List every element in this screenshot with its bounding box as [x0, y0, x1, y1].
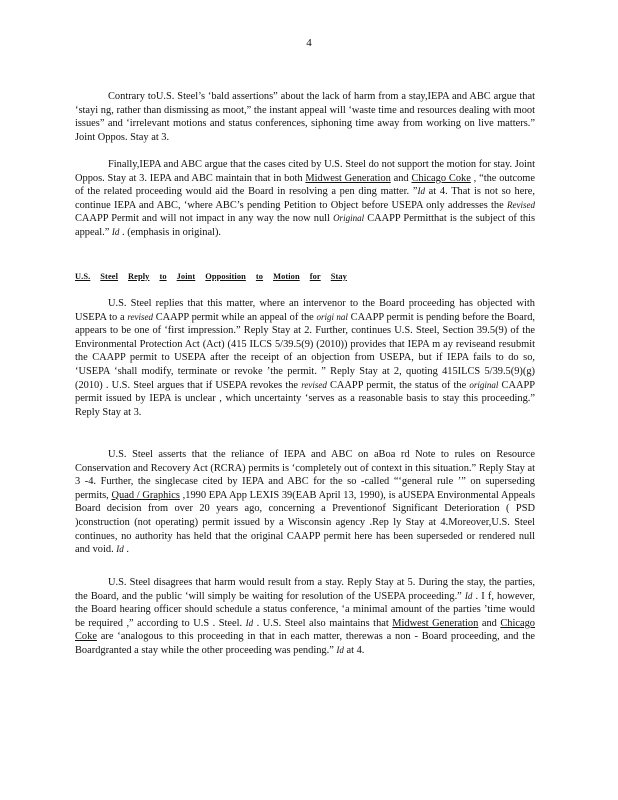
p1-text: Contrary toU.S. Steel’s ‘bald assertions” about the lack of harm from a stay,IEPA and ABC argue that ‘stayi ng, rather than dismissing as moot,” the instant appeal will ‘waste time and resources dealing with moot issues” and ‘irrelevant motions and status conferences, siphoning time away from working on live matters.” Joint Oppos. Stay at 3. — [75, 91, 535, 143]
case-name-midwest-generation: Midwest Generation — [305, 172, 391, 184]
paragraph-1 — [75, 90, 535, 144]
paragraph-5: U.S. Steel disagrees that harm would result from a stay. Reply Stay at 5. During the stay, the parties, the Board, and the public ‘will simply be waiting for resolution of the USEPA proceeding.” Id . I f, however, the Board hearing officer should schedule a status conference, ‘a minimal amount of the parties ’time would be required ,” according to U.S . Steel. Id . U.S. Steel also maintains that Midwest Generation and Chicago Coke are ‘analogous to this proceeding in that in each matter, therewas a non - Board proceeding, and the Boardgranted a stay while the other proceeding was pending.” Id at 4. — [75, 577, 535, 656]
paragraph-2: Finally,IEPA and ABC argue that the cases cited by U.S. Steel do not support the motion for stay. Joint Oppos. Stay at 3. IEPA and ABC maintain that in both Midwest Generation and Chicago Coke , “the outcome of the related proceeding would aid the Board in resolving a pen ding matter. ”Id at 4. That is not so here, continue IEPA and ABC, ‘where ABC’s pending Petition to Object before USEPA only addresses the Revised CAAPP Permit and will not impact in any way the now null Original CAAPP Permitthat is the subject of this appeal.” Id . (emphasis in original). — [75, 159, 535, 238]
paragraph-3: U.S. Steel replies that this matter, where an intervenor to the Board proceeding has objected with USEPA to a revised CAAPP permit while an appeal of the origi nal CAAPP permit is pending before the Board, appears to be one of ‘first impression.” Reply Stay at 2. Further, continues U.S. Steel, Section 39.5(9) of the Environmental Protection Act (Act) (415 ILCS 5/39.5(9) (2010)) provides that IEPA m ay reviseand resubmit the CAAPP permit to USEPA after the receipt of an objection from USEPA, but if IEPA fails to do so, ‘USEPA ‘shall modify, terminate or revoke ’the permit. ” Reply Stay at 2, quoting 415ILCS 5/39.5(9)(g) (2010) . U.S. Steel argues that if USEPA revokes the revised CAAPP permit, the status of the original CAAPP permit issued by IEPA is unclear , which uncertainty ‘serves as a reasonable basis to stay this proceeding.” Reply Stay at 3. — [75, 298, 536, 418]
case-name-midwest-generation: Midwest Generation — [392, 617, 479, 629]
case-name-quad-graphics: Quad / Graphics — [111, 489, 180, 501]
paragraph-4: U.S. Steel asserts that the reliance of IEPA and ABC on aBoa rd Note to rules on Resource Conservation and Recovery Act (RCRA) permits is ‘completely out of context in this situation.” Reply Stay at 3 -4. Further, the singlecase cited by IEPA and ABC for the so -called “‘general rule ’” on superseding permits, Quad / Graphics ,1990 EPA App LEXIS 39(EAB April 13, 1990), is aUSEPA Environmental Appeals Board decision from over 20 years ago, concerning a Preventionof Significant Deterioration ( PSD )construction (not operating) permit issued by a Wisconsin agency .Rep ly Stay at 4.Moreover,U.S. Steel continues, no authority has held that the original CAAPP permit here has been superseded or rendered null and void. Id . — [75, 449, 535, 556]
page-number: 4 — [306, 37, 312, 49]
section-heading: U.S. Steel Reply to Joint Opposition to Motion for Stay — [75, 272, 347, 281]
case-name-chicago-coke: Chicago Coke — [411, 172, 471, 184]
case-name-chicago-coke: Chicago Coke — [75, 617, 535, 643]
